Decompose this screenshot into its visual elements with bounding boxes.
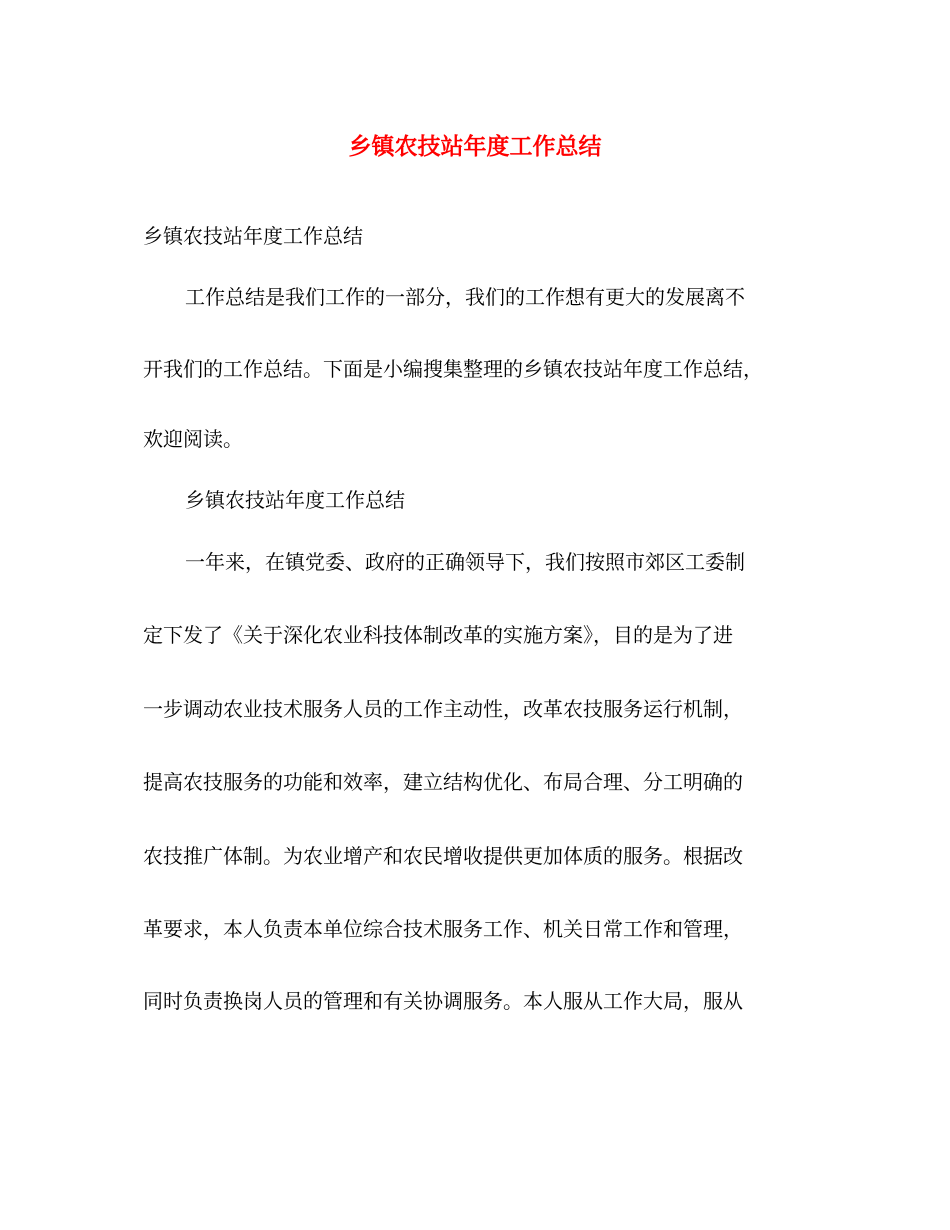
paragraph-line: 革要求，本人负责本单位综合技术服务工作、机关日常工作和管理， bbox=[143, 917, 743, 941]
document-title: 乡镇农技站年度工作总结 bbox=[348, 133, 602, 160]
paragraph-line: 定下发了《关于深化农业科技体制改革的实施方案》，目的是为了进 bbox=[143, 623, 733, 647]
paragraph-line: 农技推广体制。为农业增产和农民增收提供更加体质的服务。根据改 bbox=[143, 844, 743, 868]
paragraph-line: 一步调动农业技术服务人员的工作主动性，改革农技服务运行机制， bbox=[143, 697, 743, 721]
paragraph-line: 一年来，在镇党委、政府的正确领导下，我们按照市郊区工委制 bbox=[185, 550, 745, 574]
paragraph-line: 欢迎阅读。 bbox=[143, 427, 243, 451]
paragraph-line: 提高农技服务的功能和效率，建立结构优化、布局合理、分工明确的 bbox=[143, 770, 743, 794]
paragraph-line: 工作总结是我们工作的一部分，我们的工作想有更大的发展离不 bbox=[185, 285, 745, 309]
section-heading-line: 乡镇农技站年度工作总结 bbox=[185, 488, 405, 512]
paragraph-line: 开我们的工作总结。下面是小编搜集整理的乡镇农技站年度工作总结， bbox=[143, 357, 763, 381]
paragraph-line: 同时负责换岗人员的管理和有关协调服务。本人服从工作大局，服从 bbox=[143, 989, 743, 1013]
subtitle-line: 乡镇农技站年度工作总结 bbox=[143, 224, 363, 248]
